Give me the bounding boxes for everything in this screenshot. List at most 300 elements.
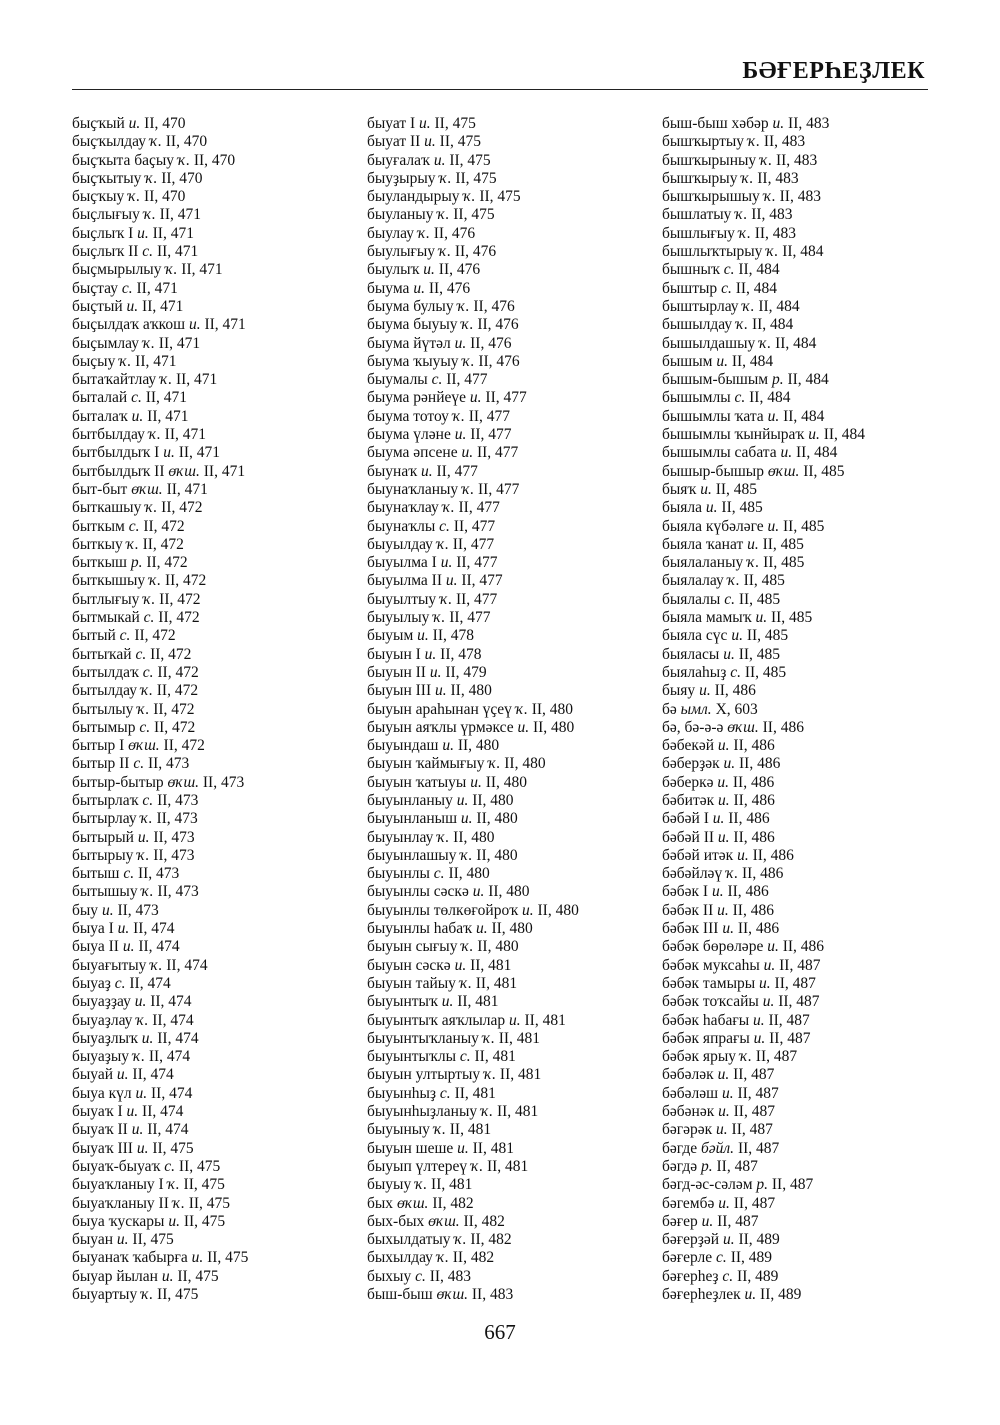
entry-headword: быуан [72,1231,114,1249]
index-entry [72,847,248,865]
entry-pos-mark: и. [700,480,712,498]
entry-headword: бәғерле [662,1249,713,1267]
index-entry [367,389,579,407]
entry-pos-mark: и. [134,993,147,1011]
entry-reference: II, 484 [731,352,774,370]
entry-reference: II, 486 [733,737,775,755]
entry-reference: II, 480 [488,883,530,901]
entry-headword: бых [367,1194,394,1212]
entry-pos-mark: и. [755,609,768,627]
entry-pos-mark: и. [441,993,454,1011]
index-entry [367,1030,579,1048]
entry-pos-mark: ҡ. [457,297,470,315]
entry-pos-mark: ҡ. [150,956,163,974]
index-entry [72,1176,248,1194]
entry-reference: II, 476 [473,297,515,315]
entry-pos-mark: ҡ. [167,1176,180,1194]
entry-headword: бышымлы [662,389,731,407]
entry-reference: II, 472 [156,682,199,700]
entry-pos-mark: ҡ. [141,1286,154,1303]
entry-headword: быуын сәскә [367,956,451,974]
index-entry [662,920,865,938]
entry-headword: быҫтый [72,297,123,315]
entry-reference: II, 486 [733,828,775,846]
entry-headword: быуын сығыу [367,938,458,956]
entry-headword: быуартыу [72,1286,138,1303]
entry-reference: II, 484 [796,444,838,462]
index-entry [72,444,248,462]
entry-headword: быуа ҡускары [72,1212,165,1230]
entry-reference: II, 474 [150,993,192,1011]
index-entry [367,755,579,773]
entry-pos-mark: и. [722,1231,735,1249]
entry-reference: II, 477 [458,499,500,517]
entry-headword: бышымлы сабата [662,444,777,462]
entry-pos-mark: и. [717,828,730,846]
entry-headword: бышылдау [662,316,733,334]
entry-pos-mark: ҡ. [126,535,139,553]
entry-reference: II, 471 [147,407,189,425]
entry-pos-mark: и. [137,828,150,846]
entry-headword: быялалы [662,590,721,608]
entry-headword: быҫҡыта баҫыу [72,151,175,169]
entry-reference: II, 471 [158,334,201,352]
entry-reference: II, 481 [449,1121,492,1139]
index-entry [662,847,865,865]
entry-pos-mark: ҡ. [735,206,748,224]
entry-headword: быуынлы [367,865,430,883]
entry-reference: II, 483 [788,115,830,132]
index-entry [367,518,579,536]
entry-headword: бышыр-бышыр [662,462,764,480]
entry-headword: быуын III [367,682,432,700]
entry-reference: II, 481 [499,1066,542,1084]
entry-pos-mark: с. [133,755,145,773]
entry-headword: бытаҡайтлау [72,371,157,389]
index-entry [367,261,579,279]
entry-reference: II, 484 [738,261,780,279]
entry-pos-mark: ҡ. [461,316,474,334]
entry-reference: II, 485 [770,609,813,627]
entry-reference: II, 486 [728,810,770,828]
entry-headword: бытыр I [72,737,125,755]
index-entry [72,774,248,792]
entry-reference: II, 485 [738,590,781,608]
entry-headword: быуынлашыу [367,846,457,864]
entry-headword: бәбәк муксаһы [662,956,760,974]
entry-pos-mark: с. [135,645,147,663]
entry-headword: бытыр-бытыр [72,773,164,791]
entry-reference: II, 482 [452,1249,495,1267]
entry-pos-mark: с. [121,279,133,297]
entry-headword: бытмыкай [72,609,140,627]
entry-pos-mark: ҡ. [766,243,779,261]
entry-pos-mark: с. [415,1267,426,1285]
entry-reference: II, 487 [731,1121,773,1139]
entry-headword: быуғалаҡ [367,151,430,169]
entry-pos-mark: ҡ. [137,700,150,718]
entry-reference: II, 487 [755,1048,798,1066]
entry-pos-mark: өҡш. [436,1286,469,1303]
entry-pos-mark: с. [131,389,142,407]
entry-reference: II, 474 [142,1103,184,1121]
entry-pos-mark: ҡ. [438,243,451,261]
entry-pos-mark: и. [433,151,446,169]
entry-headword: бәберкә [662,773,714,791]
entry-pos-mark: ҡ. [160,371,173,389]
entry-headword: быуынтыҡланыу [367,1029,479,1047]
entry-headword: быуаҙыу [72,1048,130,1066]
entry-headword: быума тотоу [367,407,449,425]
entry-headword: быуаҡ I [72,1103,123,1121]
entry-pos-mark: ҡ. [488,755,501,773]
entry-headword: бәбәйләү [662,865,723,883]
entry-reference: II, 474 [129,974,171,992]
index-entry [662,1121,865,1139]
entry-pos-mark: р. [771,371,784,389]
entry-headword: быума рәнйеүе [367,389,467,407]
entry-headword: быулау [367,224,414,242]
entry-pos-mark: өҡш. [727,718,759,736]
index-entry [72,902,248,920]
index-entry [367,499,579,517]
entry-reference: II, 472 [134,627,176,645]
index-entry [72,920,248,938]
index-entry [662,1195,865,1213]
index-entry [72,1140,248,1158]
entry-reference: II, 481 [470,956,512,974]
entry-headword: быулыҡ [367,261,420,279]
entry-reference: II, 470 [165,133,208,151]
index-entry [367,865,579,883]
entry-pos-mark: өҡш. [428,1212,460,1230]
entry-reference: II, 474 [138,938,180,956]
entry-pos-mark: ҡ. [140,682,153,700]
index-entry [662,701,865,719]
entry-reference: II, 473 [153,846,195,864]
entry-headword: быҫыу [72,352,116,370]
entry-pos-mark: и. [460,810,473,828]
entry-pos-mark: и. [128,115,141,132]
entry-headword: быума ҡыуыу [367,352,459,370]
index-entry [367,883,579,901]
entry-headword: быума әпсене [367,444,458,462]
entry-reference: II, 477 [446,371,488,389]
index-entry [662,1030,865,1048]
entry-headword: быуынлы сәскә [367,883,469,901]
entry-pos-mark: ҡ. [165,261,178,279]
entry-reference: II, 481 [474,1048,516,1066]
index-entry [662,1286,865,1304]
entry-headword: быулығыу [367,243,436,261]
index-entry [72,737,248,755]
entry-headword: бытылдаҡ [72,663,139,681]
entry-reference: II, 487 [717,1212,759,1230]
entry-reference: II, 487 [733,1066,775,1084]
entry-headword: быуыу [367,1176,412,1194]
entry-reference: II, 474 [157,1029,199,1047]
index-entry [367,280,579,298]
entry-pos-mark: ҡ. [137,846,150,864]
entry-headword: бытырлау [72,810,137,828]
entry-headword: бәгдә [662,1157,698,1175]
entry-headword: быуанаҡ ҡабырға [72,1249,188,1267]
entry-reference: II, 476 [433,224,476,242]
entry-pos-mark: и. [762,993,775,1011]
entry-reference: II, 470 [161,169,203,187]
entry-pos-mark: ҡ. [747,554,760,572]
index-entry [367,719,579,737]
entry-pos-mark: с. [142,791,154,809]
entry-reference: II, 480 [491,920,533,938]
index-entry [662,883,865,901]
entry-reference: II, 480 [537,901,579,919]
entry-headword: быума быуыу [367,316,458,334]
entry-reference: II, 476 [470,334,512,352]
entry-headword: бәбәк һабағы [662,1011,750,1029]
entry-pos-mark: ҡ. [727,572,740,590]
index-entry [662,426,865,444]
entry-headword: быҫымлау [72,334,139,352]
entry-reference: II, 480 [531,700,574,718]
index-entry [72,115,248,133]
entry-pos-mark: с. [724,590,735,608]
entry-reference: II, 473 [147,755,190,773]
entry-pos-mark: и. [721,1084,734,1102]
entry-reference: II, 487 [733,1103,775,1121]
entry-headword: бәғерһеҙ [662,1267,719,1285]
entry-reference: II, 471 [156,243,199,261]
entry-headword: быуай [72,1066,114,1084]
index-entry [662,188,865,206]
index-entry [662,261,865,279]
entry-headword: бәбекәй [662,737,715,755]
index-entry [367,1268,579,1286]
entry-pos-mark: өҡш. [767,462,800,480]
entry-headword: быуынлы һабаҡ [367,920,473,938]
entry-reference: II, 489 [738,1231,780,1249]
entry-headword: бытырлаҡ [72,791,139,809]
index-entry [72,463,248,481]
entry-reference: II, 475 [188,1194,231,1212]
index-entry [72,316,248,334]
entry-reference: II, 486 [739,755,781,773]
entry-headword: бә, бә-ә-ә [662,718,724,736]
index-entry [72,883,248,901]
index-entry [662,719,865,737]
entry-headword: бәбитәк [662,791,715,809]
index-entry [72,152,248,170]
index-entry [72,1085,248,1103]
index-entry [367,371,579,389]
entry-reference: II, 484 [823,426,866,444]
entry-pos-mark: и. [718,1103,730,1121]
index-entry [72,408,248,426]
entry-reference: II, 486 [752,846,794,864]
entry-reference: II, 471 [145,389,188,407]
index-entry [72,1286,248,1304]
index-entry [72,389,248,407]
entry-headword: быуаҙҙау [72,993,131,1011]
entry-reference: II, 476 [454,243,497,261]
entry-pos-mark: өҡш. [167,773,200,791]
index-entry [662,627,865,645]
index-entry [367,316,579,334]
entry-headword: быҫҡый [72,115,125,132]
entry-reference: II, 480 [450,682,492,700]
index-entry [367,206,579,224]
entry-headword: быҫлыҡ II [72,243,139,261]
index-entry [367,1213,579,1231]
index-entry [72,755,248,773]
entry-headword: быуын тайыу [367,974,456,992]
index-entry [367,975,579,993]
entry-reference: II, 477 [453,517,496,535]
index-entry [662,938,865,956]
entry-reference: II, 487 [774,974,816,992]
entry-pos-mark: и. [747,535,759,553]
entry-pos-mark: ҡ. [742,297,755,315]
entry-pos-mark: ҡ. [739,1048,752,1066]
entry-headword: бәгембә [662,1194,715,1212]
index-entry [367,225,579,243]
entry-headword: быҫтау [72,279,118,297]
index-entry [662,206,865,224]
entry-headword: быштыр [662,279,718,297]
entry-headword: бышлатыу [662,206,732,224]
entry-reference: II, 484 [782,243,824,261]
index-entry [662,609,865,627]
index-entry [662,993,865,1011]
index-entry [662,902,865,920]
entry-reference: II, 487 [737,1139,780,1157]
entry-headword: быяла мамыҡ [662,609,752,627]
entry-reference: II, 487 [733,1194,776,1212]
index-entry [72,298,248,316]
entry-headword: быуын шеше [367,1139,454,1157]
entry-pos-mark: и. [759,974,771,992]
entry-reference: II, 481 [486,1157,529,1175]
entry-pos-mark: и. [705,499,718,517]
index-entry [367,115,579,133]
index-entry [662,353,865,371]
entry-reference: II, 487 [778,993,820,1011]
entry-reference: II, 481 [498,1029,541,1047]
entry-pos-mark: с. [730,663,741,681]
entry-reference: II, 470 [193,151,236,169]
entry-pos-mark: и. [475,920,488,938]
entry-headword: быткыш [72,554,127,572]
entry-headword: бәгәрәк [662,1121,713,1139]
entry-pos-mark: ҡ. [128,188,141,206]
entry-reference: II, 477 [436,462,478,480]
entry-headword: бытымыр [72,718,136,736]
entry-pos-mark: с. [139,718,151,736]
entry-headword: быуынлы төлкөғойроҡ [367,901,519,919]
entry-pos-mark: өҡш. [168,462,200,480]
entry-headword: быуын ултыртыу [367,1066,481,1084]
entry-pos-mark: и. [517,718,530,736]
entry-pos-mark: ҡ. [763,188,776,206]
entry-headword: быуынланыш [367,810,458,828]
entry-reference: II, 475 [207,1249,249,1267]
entry-headword: быуаҡ-быуаҡ [72,1157,161,1175]
entry-pos-mark: и. [718,791,730,809]
index-entry [72,206,248,224]
entry-reference: II, 485 [762,535,804,553]
entry-reference: II, 471 [178,444,221,462]
index-entry [367,1158,579,1176]
entry-reference: II, 483 [763,133,806,151]
entry-reference: II, 483 [775,151,818,169]
entry-headword: быҫлығыу [72,206,140,224]
entry-headword: быума [367,279,410,297]
index-entry [367,188,579,206]
entry-headword: бых-бых [367,1212,425,1230]
entry-pos-mark: и. [767,407,780,425]
entry-reference: II, 485 [744,663,787,681]
entry-headword: бә [662,700,677,718]
entry-headword: быҫҡыу [72,188,125,206]
entry-pos-mark: и. [126,297,139,315]
entry-reference: II, 485 [738,645,781,663]
entry-pos-mark: и. [763,956,776,974]
entry-headword: быуағытыу [72,956,147,974]
entry-pos-mark: и. [421,462,433,480]
entry-reference: II, 474 [166,956,208,974]
entry-pos-mark: ҡ. [462,352,475,370]
entry-headword: быуынтыҡлы [367,1048,456,1066]
index-entry [367,627,579,645]
index-entry [72,481,248,499]
entry-reference: II, 487 [716,1157,758,1175]
entry-pos-mark: р. [756,1176,769,1194]
entry-headword: бәбәк I [662,883,709,901]
entry-headword: бәбәй II [662,828,715,846]
entry-headword: бәбәк ярыу [662,1048,736,1066]
header-rule [72,89,928,90]
entry-headword: быяла сүс [662,627,728,645]
entry-reference: II, 472 [157,663,199,681]
entry-headword: бәғерҙәй [662,1231,720,1249]
index-entry [662,518,865,536]
entry-headword: быт-быт [72,480,128,498]
index-entry [72,518,248,536]
entry-headword: быуынлау [367,828,434,846]
entry-pos-mark: ҡ. [149,133,162,151]
index-entry [367,957,579,975]
entry-headword: быуар йылан [72,1267,158,1285]
entry-pos-mark: и. [440,554,453,572]
index-entry [72,426,248,444]
entry-headword: быуылыу [367,609,430,627]
page-number: 667 [484,1320,516,1344]
entry-headword: бышымлы ҡынйыраҡ [662,426,805,444]
index-entry [367,1140,579,1158]
entry-pos-mark: и. [712,810,725,828]
entry-headword: быялаланыу [662,554,744,572]
entry-pos-mark: р. [701,1157,713,1175]
entry-pos-mark: ҡ. [172,1194,185,1212]
entry-reference: II, 480 [453,828,495,846]
entry-reference: II, 470 [144,115,186,132]
entry-reference: II, 479 [445,663,487,681]
index-entry [662,389,865,407]
entry-headword: быяҡ [662,480,697,498]
index-entry [72,957,248,975]
entry-reference: II, 473 [157,791,199,809]
entry-headword: быуландырыу [367,188,460,206]
